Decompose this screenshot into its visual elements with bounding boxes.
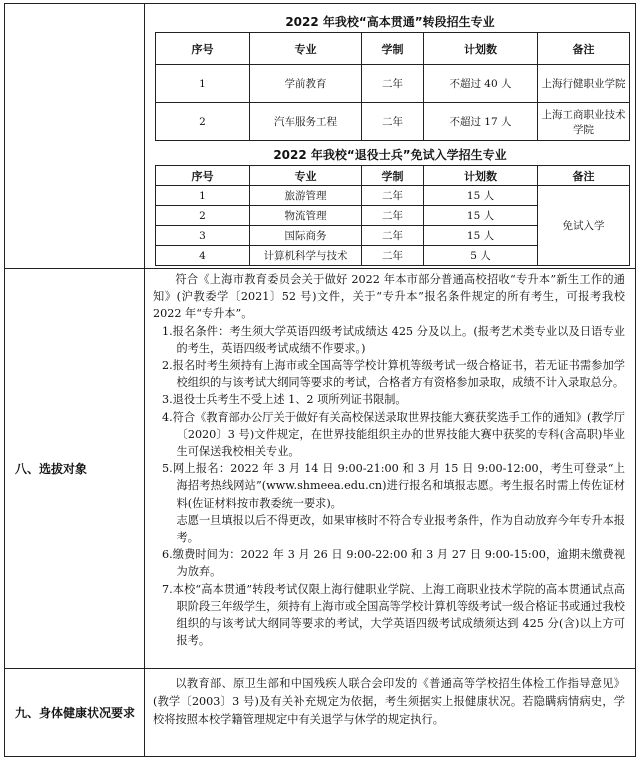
table2-cell: 15 人 — [424, 186, 538, 206]
table1-header-remark: 备注 — [538, 33, 630, 65]
table2-cell: 1 — [156, 186, 250, 206]
table1-header-row — [156, 33, 630, 65]
section8-item-5-note — [153, 512, 625, 546]
table-row — [156, 65, 630, 103]
table1-cell: 二年 — [362, 103, 424, 141]
item-number: 1. — [161, 324, 173, 338]
item-text: 退役士兵考生不受上述 1、2 项所列证书限制。 — [172, 393, 407, 407]
table1-cell: 2 — [156, 103, 250, 141]
majors-row-content — [145, 4, 635, 268]
section9-label: 九、身体健康状况要求 — [15, 705, 136, 720]
section9-content — [145, 669, 635, 756]
item-text: 符合《教育部办公厅关于做好有关高校保送录取世界技能大赛获奖选手工作的通知》(教学厅〔2020〕3 号)文件规定，在世界技能组织主办的世界技能大赛中获奖的专科(含高职)毕业生可保送我校相关专业。 — [172, 410, 625, 459]
table2-header-plan: 计划数 — [424, 166, 538, 186]
table1-header-major: 专业 — [250, 33, 362, 65]
section8-item-2 — [153, 357, 625, 391]
section9-text: 以教育部、原卫生部和中国残疾人联合会印发的《普通高等学校招生体检工作指导意见》(教学〔2003〕3 号)及有关补充规定为依据，考生须据实上报健康状况。若隐瞒病情病史，学校将按照本校学籍管理规定中有关退学与休学的规定执行。 — [153, 677, 625, 726]
section8-item-7 — [153, 581, 625, 650]
majors-row-label-cell — [5, 4, 145, 268]
item-text: 报名条件：考生须大学英语四级考试成绩达 425 分及以上。(报考艺术类专业以及日语专业的考生，英语四级考试成绩不作要求。) — [172, 324, 625, 355]
table1-header-plan: 计划数 — [424, 33, 538, 65]
table2-remark-cell: 免试入学 — [538, 186, 630, 266]
table2-cell: 15 人 — [424, 226, 538, 246]
table2-cell: 二年 — [362, 206, 424, 226]
document-page — [4, 3, 636, 757]
section8-item-6 — [153, 546, 625, 580]
table2-cell: 15 人 — [424, 206, 538, 226]
table2-title: 2022 年我校“退役士兵”免试入学招生专业 — [273, 148, 507, 162]
item-number: 5. — [161, 462, 173, 476]
table-row — [156, 103, 630, 141]
table2-cell: 4 — [156, 246, 250, 266]
table2-cell: 3 — [156, 226, 250, 246]
item-number: 7. — [161, 582, 173, 596]
table2-header-major: 专业 — [250, 166, 362, 186]
section9-label-cell — [5, 669, 145, 756]
table2-header-no: 序号 — [156, 166, 250, 186]
table-gaoben-majors — [155, 32, 630, 141]
table1-cell: 汽车服务工程 — [250, 103, 362, 141]
table2-cell: 5 人 — [424, 246, 538, 266]
section8-item-3 — [153, 391, 625, 408]
table-veteran-majors — [155, 165, 630, 266]
table1-cell: 不超过 40 人 — [424, 65, 538, 103]
table2-cell: 旅游管理 — [250, 186, 362, 206]
table-row — [156, 186, 630, 206]
table1-cell: 学前教育 — [250, 65, 362, 103]
table2-header-remark: 备注 — [538, 166, 630, 186]
table2-cell: 计算机科学与技术 — [250, 246, 362, 266]
section8-content — [145, 269, 635, 668]
table2-cell: 二年 — [362, 226, 424, 246]
table1-cell: 不超过 17 人 — [424, 103, 538, 141]
item-text: 网上报名：2022 年 3 月 14 日 9:00-21:00 和 3 月 15 日 9:00-12:00，考生可登录“上海招考热线网站”(www.shmeea.edu.cn)进行报名和填报志愿。考生报名时需上传佐证材料(佐证材料按市教委统一要求)。 — [172, 462, 625, 510]
item-number: 4. — [161, 410, 173, 424]
table2-header-row — [156, 166, 630, 186]
item-number: 2. — [161, 359, 173, 373]
item-number: 3. — [161, 393, 173, 407]
table1-cell: 1 — [156, 65, 250, 103]
table1-title: 2022 年我校“高本贯通”转段招生专业 — [285, 15, 495, 29]
section8-item-5 — [153, 460, 625, 512]
table1-cell: 上海工商职业技术学院 — [538, 103, 630, 141]
table2-cell: 二年 — [362, 246, 424, 266]
section9-row — [5, 669, 635, 756]
majors-row — [5, 4, 635, 269]
table1-header-no: 序号 — [156, 33, 250, 65]
table2-header-duration: 学制 — [362, 166, 424, 186]
table2-cell: 国际商务 — [250, 226, 362, 246]
table1-cell: 上海行健职业学院 — [538, 65, 630, 103]
item-text: 报名时考生须持有上海市或全国高等学校计算机等级考试一级合格证书，若无证书需参加学校组织的与该考试大纲同等要求的考试，合格者方有资格参加录取，成绩不计入录取总分。 — [172, 359, 625, 390]
item-number: 6. — [161, 548, 173, 562]
item-text: 志愿一旦填报以后不得更改，如果审核时不符合专业报考条件，作为自动放弃今年专升本报考。 — [176, 513, 625, 545]
section9-body — [153, 675, 625, 729]
section8-intro: 符合《上海市教育委员会关于做好 2022 年本市部分普通高校招收“专升本”新生工作的通知》(沪教委学〔2021〕52 号)文件，关于“专升本”报名条件规定的所有考生，可报考我校 2022 年“专升本”。 — [153, 273, 625, 321]
table2-cell: 2 — [156, 206, 250, 226]
section8-item-4 — [153, 409, 625, 461]
table1-cell: 二年 — [362, 65, 424, 103]
item-text: 缴费时间为：2022 年 3 月 26 日 9:00-22:00 和 3 月 27 日 9:00-15:00，逾期未缴费视为放弃。 — [172, 548, 625, 579]
section8-item-1 — [153, 323, 625, 357]
table2-cell: 二年 — [362, 186, 424, 206]
section8-body — [153, 271, 625, 649]
section8-row — [5, 269, 635, 669]
section8-label: 八、选拔对象 — [15, 461, 88, 476]
table2-cell: 物流管理 — [250, 206, 362, 226]
table1-header-duration: 学制 — [362, 33, 424, 65]
section8-label-cell — [5, 269, 145, 668]
item-text: 本校“高本贯通”转段考试仅限上海行健职业学院、上海工商职业技术学院的高本贯通试点高职阶段三年级学生，须持有上海市或全国高等学校计算机等级考试一级合格证书或通过我校组织的与该考试大纲同等要求的考试，大学英语四级考试成绩须达到 425 分(含)以上方可报考。 — [172, 582, 625, 648]
